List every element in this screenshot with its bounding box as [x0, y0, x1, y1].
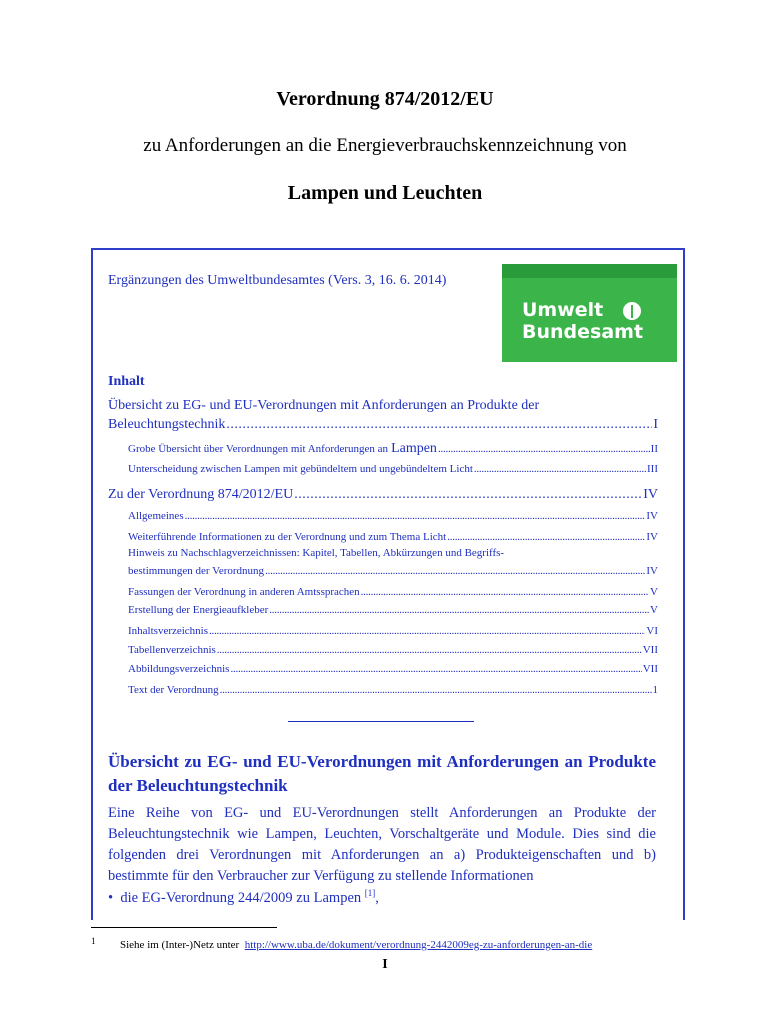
toc-page-number: VI	[646, 625, 658, 637]
toc-page-number: VII	[642, 644, 658, 656]
toc-entry-label: Grobe Übersicht über Verordnungen mit Anforderungen an	[128, 443, 389, 455]
toc-page-number: I	[653, 417, 658, 432]
page-number: I	[382, 957, 388, 972]
toc-entry-further-info[interactable]	[128, 531, 658, 543]
toc-entry-label-word: Lampen	[391, 441, 437, 456]
document-subtitle: zu Anforderungen an die Energieverbrauchskennzeichnung von	[143, 135, 627, 156]
footnote	[120, 939, 592, 951]
toc-entry-figures[interactable]	[128, 663, 658, 675]
document-title: Verordnung 874/2012/EU	[276, 88, 494, 110]
toc-heading: Inhalt	[108, 374, 145, 389]
footnote-link[interactable]: http://www.uba.de/dokument/verordnung-2442009eg-zu-anforderungen-an-die	[244, 939, 593, 951]
supplement-note: Ergänzungen des Umweltbundesamtes (Vers. 3, 16. 6. 2014)	[108, 273, 447, 288]
toc-page-number: V	[650, 604, 658, 616]
toc-entry-label: Allgemeines	[128, 510, 184, 522]
logo-line2: Bundesamt	[522, 321, 644, 343]
toc-entry-contents[interactable]	[128, 625, 658, 637]
toc-page-number: VII	[642, 663, 658, 675]
toc-page-number: IV	[646, 565, 658, 577]
toc-entry-labels[interactable]	[128, 604, 658, 616]
toc-entry-label: bestimmungen der Verordnung	[128, 565, 265, 577]
toc-page-number: 1	[652, 684, 658, 696]
toc-entry-overview[interactable]	[108, 417, 658, 433]
toc-entry-label: Abbildungsverzeichnis	[128, 663, 230, 675]
footnote-rule	[91, 927, 277, 928]
toc-entry-general[interactable]	[128, 510, 658, 522]
logo-line1: Umwelt	[522, 299, 604, 321]
document-subtitle-topic: Lampen und Leuchten	[287, 182, 483, 204]
tree-icon	[623, 302, 641, 320]
toc-entry-regulation[interactable]	[108, 487, 658, 503]
section-heading: Übersicht zu EG- und EU-Verordnungen mit Anforderungen an Produkte der Beleuchtungstechnik	[108, 752, 656, 795]
toc-page-number: IV	[646, 531, 658, 543]
toc-entry-label: Unterscheidung zwischen Lampen mit gebündeltem und ungebündeltem Licht	[128, 463, 473, 475]
toc-entry-label: Erstellung der Energieaufkleber	[128, 604, 269, 616]
toc-page-number: II	[650, 443, 658, 455]
toc-entry-rough-overview[interactable]	[128, 441, 658, 457]
toc-entry-overview-line1[interactable]: Übersicht zu EG- und EU-Verordnungen mit Anforderungen an Produkte der	[108, 398, 540, 413]
toc-page-number: IV	[643, 487, 658, 502]
toc-page-number: V	[650, 586, 658, 598]
bullet-end: ,	[375, 889, 379, 906]
footnote-text: Siehe im (Inter-)Netz unter	[120, 939, 240, 951]
uba-logo	[502, 264, 677, 362]
toc-entry-label: Fassungen der Verordnung in anderen Amtssprachen	[128, 586, 360, 598]
toc-entry-label: Inhaltsverzeichnis	[128, 625, 209, 637]
toc-entry-label: Text der Verordnung	[128, 684, 219, 696]
toc-entry-label: Zu der Verordnung 874/2012/EU	[108, 487, 294, 502]
toc-entry-languages[interactable]	[128, 586, 658, 598]
bullet-reference[interactable]: [1]	[364, 888, 376, 898]
bullet-item	[108, 888, 379, 907]
toc-entry-index-note[interactable]	[128, 565, 658, 577]
separator-line	[288, 721, 474, 722]
toc-entry-distinction[interactable]	[128, 463, 658, 475]
toc-entry-text[interactable]	[128, 684, 658, 696]
toc-entry-label: Beleuchtungstechnik	[108, 417, 226, 432]
footnote-number: 1	[91, 936, 96, 946]
toc-page-number: III	[647, 463, 658, 475]
toc-entry-label: Tabellenverzeichnis	[128, 644, 216, 656]
toc-entry-label: Weiterführende Informationen zu der Verordnung und zum Thema Licht	[128, 531, 447, 543]
toc-page-number: IV	[646, 510, 658, 522]
bullet-text: die EG-Verordnung 244/2009 zu Lampen	[120, 889, 362, 906]
toc-entry-tables[interactable]	[128, 644, 658, 656]
toc-entry-index-note-line1[interactable]: Hinweis zu Nachschlagverzeichnissen: Kapitel, Tabellen, Abkürzungen und Begriffs-	[128, 547, 505, 559]
bullet-dot-icon: •	[108, 889, 121, 906]
logo-top-bar	[502, 264, 677, 278]
section-paragraph: Eine Reihe von EG- und EU-Verordnungen stellt Anforderungen an Produkte der Beleuchtungstechnik wie Lampen, Leuchten, Vorschaltgeräte und Module. Dies sind die folgenden drei Verordnungen mit Anforderungen an a) Produkteigenschaften und b) bestimmte für den Verbraucher zur Verfügung zu stellende Informationen	[108, 805, 656, 884]
